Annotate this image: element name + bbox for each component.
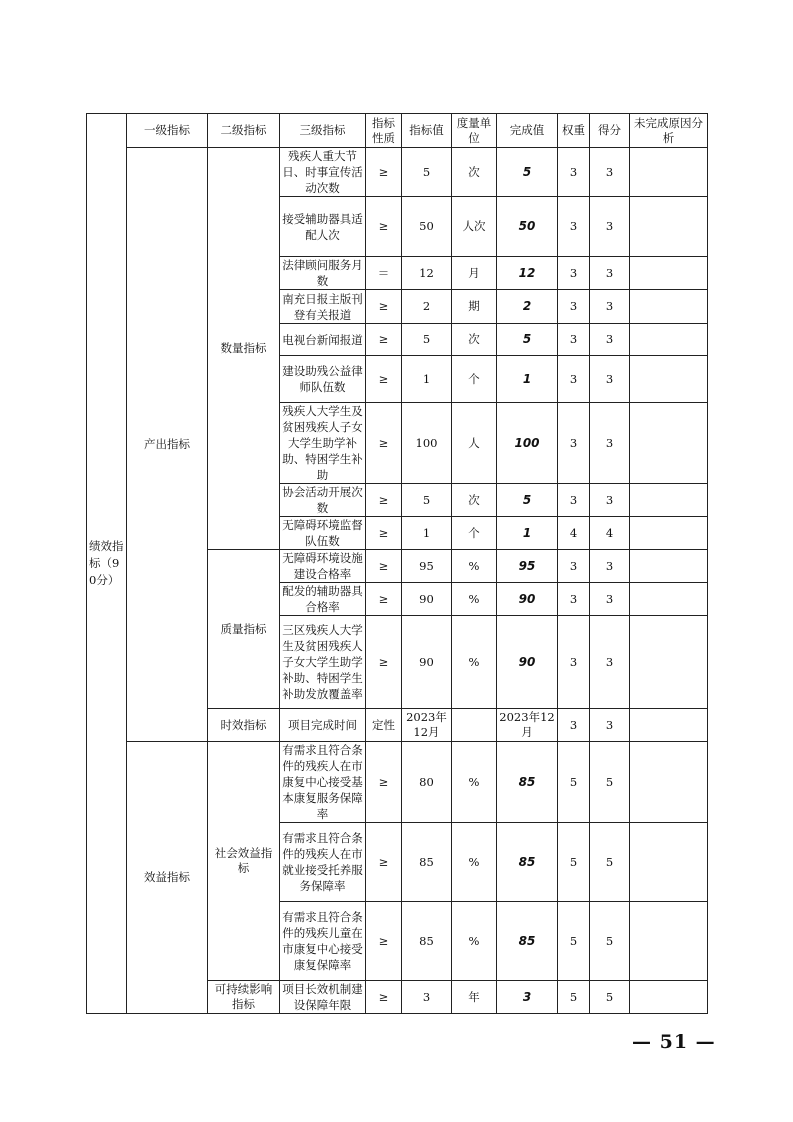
- indicator-unit: %: [452, 823, 497, 902]
- indicator-target: 100: [402, 403, 452, 484]
- indicator-unit: %: [452, 902, 497, 981]
- indicator-reason: [630, 356, 708, 403]
- indicator-weight: 3: [558, 324, 590, 356]
- indicator-weight: 3: [558, 148, 590, 197]
- indicator-weight: 3: [558, 356, 590, 403]
- indicator-name: 电视台新闻报道: [280, 324, 366, 356]
- indicator-nature: ≥: [366, 403, 402, 484]
- indicator-score: 3: [590, 616, 630, 709]
- indicator-nature: ＝: [366, 257, 402, 290]
- level2-quality-cell: 质量指标: [208, 550, 280, 709]
- indicator-weight: 3: [558, 403, 590, 484]
- indicator-name: 配发的辅助器具合格率: [280, 583, 366, 616]
- indicator-actual: 1: [497, 517, 558, 550]
- indicator-score: 3: [590, 356, 630, 403]
- indicator-actual: 50: [497, 197, 558, 257]
- indicator-name: 项目长效机制建设保障年限: [280, 981, 366, 1014]
- level2-quantity-cell: 数量指标: [208, 148, 280, 550]
- indicator-target: 5: [402, 148, 452, 197]
- indicator-score: 5: [590, 902, 630, 981]
- indicator-target: 80: [402, 742, 452, 823]
- indicator-name: 法律顾问服务月数: [280, 257, 366, 290]
- indicator-actual: 90: [497, 616, 558, 709]
- indicator-weight: 3: [558, 616, 590, 709]
- indicator-target: 90: [402, 583, 452, 616]
- indicator-name: 无障碍环境设施建设合格率: [280, 550, 366, 583]
- header-level1: 一级指标: [127, 114, 208, 148]
- level2-social-cell: 社会效益指标: [208, 742, 280, 981]
- category-cell: [87, 114, 127, 1014]
- header-nature: 指标性质: [366, 114, 402, 148]
- indicator-nature: ≥: [366, 616, 402, 709]
- indicator-actual: 1: [497, 356, 558, 403]
- indicator-score: 3: [590, 324, 630, 356]
- indicator-target: 2: [402, 290, 452, 324]
- indicator-unit: [452, 709, 497, 742]
- indicator-unit: 个: [452, 356, 497, 403]
- table-row: [87, 148, 708, 197]
- indicator-nature: ≥: [366, 517, 402, 550]
- indicator-name: 有需求且符合条件的残疾儿童在市康复中心接受康复保障率: [280, 902, 366, 981]
- indicator-target: 5: [402, 484, 452, 517]
- indicator-reason: [630, 709, 708, 742]
- indicator-reason: [630, 742, 708, 823]
- indicator-reason: [630, 257, 708, 290]
- indicator-reason: [630, 550, 708, 583]
- indicator-weight: 3: [558, 290, 590, 324]
- indicator-name: 无障碍环境监督队伍数: [280, 517, 366, 550]
- indicator-reason: [630, 902, 708, 981]
- indicator-actual: 5: [497, 324, 558, 356]
- indicator-unit: %: [452, 742, 497, 823]
- performance-indicator-table: [86, 113, 708, 1014]
- indicator-nature: ≥: [366, 902, 402, 981]
- indicator-weight: 3: [558, 484, 590, 517]
- indicator-nature: ≥: [366, 981, 402, 1014]
- indicator-score: 5: [590, 823, 630, 902]
- indicator-name: 项目完成时间: [280, 709, 366, 742]
- indicator-nature: ≥: [366, 550, 402, 583]
- indicator-score: 3: [590, 583, 630, 616]
- indicator-nature: ≥: [366, 290, 402, 324]
- indicator-name: 有需求且符合条件的残疾人在市康复中心接受基本康复服务保障率: [280, 742, 366, 823]
- indicator-score: 3: [590, 709, 630, 742]
- indicator-nature: ≥: [366, 742, 402, 823]
- indicator-score: 3: [590, 148, 630, 197]
- indicator-weight: 3: [558, 550, 590, 583]
- table-row: [87, 742, 708, 823]
- level2-sustain-cell: 可持续影响指标: [208, 981, 280, 1014]
- indicator-score: 4: [590, 517, 630, 550]
- indicator-target: 2023年12月: [402, 709, 452, 742]
- indicator-name: 有需求且符合条件的残疾人在市就业接受托养服务保障率: [280, 823, 366, 902]
- indicator-reason: [630, 823, 708, 902]
- indicator-nature: ≥: [366, 583, 402, 616]
- indicator-reason: [630, 324, 708, 356]
- indicator-score: 5: [590, 742, 630, 823]
- indicator-unit: 次: [452, 148, 497, 197]
- page-number: — 51 —: [632, 1031, 716, 1053]
- indicator-weight: 5: [558, 823, 590, 902]
- indicator-nature: ≥: [366, 197, 402, 257]
- indicator-actual: 2: [497, 290, 558, 324]
- indicator-nature: ≥: [366, 324, 402, 356]
- indicator-actual: 95: [497, 550, 558, 583]
- indicator-unit: %: [452, 616, 497, 709]
- level2-timeliness-cell: 时效指标: [208, 709, 280, 742]
- header-score: 得分: [590, 114, 630, 148]
- indicator-nature: ≥: [366, 148, 402, 197]
- category-label: 绩效指标（90分）: [89, 539, 124, 587]
- indicator-actual: 2023年12月: [497, 709, 558, 742]
- indicator-name: 三区残疾人大学生及贫困残疾人子女大学生助学补助、特困学生补助发放覆盖率: [280, 616, 366, 709]
- indicator-name: 接受辅助器具适配人次: [280, 197, 366, 257]
- indicator-unit: 月: [452, 257, 497, 290]
- header-unit: 度量单位: [452, 114, 497, 148]
- header-actual: 完成值: [497, 114, 558, 148]
- indicator-unit: 次: [452, 324, 497, 356]
- indicator-name: 残疾人大学生及贫困残疾人子女大学生助学补助、特困学生补助: [280, 403, 366, 484]
- indicator-target: 5: [402, 324, 452, 356]
- indicator-weight: 5: [558, 902, 590, 981]
- indicator-unit: 人次: [452, 197, 497, 257]
- header-weight: 权重: [558, 114, 590, 148]
- indicator-reason: [630, 148, 708, 197]
- indicator-actual: 5: [497, 484, 558, 517]
- indicator-score: 3: [590, 290, 630, 324]
- indicator-target: 50: [402, 197, 452, 257]
- indicator-nature: 定性: [366, 709, 402, 742]
- indicator-actual: 85: [497, 823, 558, 902]
- indicator-score: 5: [590, 981, 630, 1014]
- indicator-target: 1: [402, 517, 452, 550]
- table-header-row: [87, 114, 708, 148]
- indicator-score: 3: [590, 403, 630, 484]
- indicator-actual: 100: [497, 403, 558, 484]
- indicator-score: 3: [590, 197, 630, 257]
- indicator-weight: 3: [558, 583, 590, 616]
- indicator-actual: 5: [497, 148, 558, 197]
- indicator-unit: 个: [452, 517, 497, 550]
- indicator-nature: ≥: [366, 823, 402, 902]
- indicator-target: 85: [402, 902, 452, 981]
- indicator-reason: [630, 484, 708, 517]
- indicator-score: 3: [590, 484, 630, 517]
- indicator-target: 90: [402, 616, 452, 709]
- indicator-actual: 85: [497, 742, 558, 823]
- header-target: 指标值: [402, 114, 452, 148]
- indicator-reason: [630, 403, 708, 484]
- indicator-nature: ≥: [366, 356, 402, 403]
- indicator-reason: [630, 517, 708, 550]
- indicator-weight: 3: [558, 257, 590, 290]
- indicator-weight: 4: [558, 517, 590, 550]
- indicator-name: 残疾人重大节日、时事宣传活动次数: [280, 148, 366, 197]
- indicator-weight: 3: [558, 709, 590, 742]
- indicator-actual: 12: [497, 257, 558, 290]
- indicator-unit: %: [452, 583, 497, 616]
- indicator-actual: 85: [497, 902, 558, 981]
- indicator-target: 12: [402, 257, 452, 290]
- indicator-target: 85: [402, 823, 452, 902]
- indicator-score: 3: [590, 550, 630, 583]
- indicator-nature: ≥: [366, 484, 402, 517]
- indicator-weight: 5: [558, 742, 590, 823]
- indicator-weight: 3: [558, 197, 590, 257]
- indicator-unit: %: [452, 550, 497, 583]
- indicator-reason: [630, 290, 708, 324]
- indicator-reason: [630, 583, 708, 616]
- indicator-unit: 次: [452, 484, 497, 517]
- indicator-unit: 人: [452, 403, 497, 484]
- indicator-name: 协会活动开展次数: [280, 484, 366, 517]
- indicator-reason: [630, 616, 708, 709]
- indicator-target: 1: [402, 356, 452, 403]
- indicator-unit: 期: [452, 290, 497, 324]
- indicator-name: 南充日报主版刊登有关报道: [280, 290, 366, 324]
- indicator-unit: 年: [452, 981, 497, 1014]
- indicator-reason: [630, 981, 708, 1014]
- header-level2: 二级指标: [208, 114, 280, 148]
- indicator-actual: 90: [497, 583, 558, 616]
- indicator-name: 建设助残公益律师队伍数: [280, 356, 366, 403]
- level1-output-cell: 产出指标: [127, 148, 208, 742]
- indicator-target: 95: [402, 550, 452, 583]
- indicator-weight: 5: [558, 981, 590, 1014]
- indicator-reason: [630, 197, 708, 257]
- header-level3: 三级指标: [280, 114, 366, 148]
- indicator-target: 3: [402, 981, 452, 1014]
- indicator-score: 3: [590, 257, 630, 290]
- level1-effect-cell: 效益指标: [127, 742, 208, 1014]
- header-reason: 未完成原因分析: [630, 114, 708, 148]
- indicator-actual: 3: [497, 981, 558, 1014]
